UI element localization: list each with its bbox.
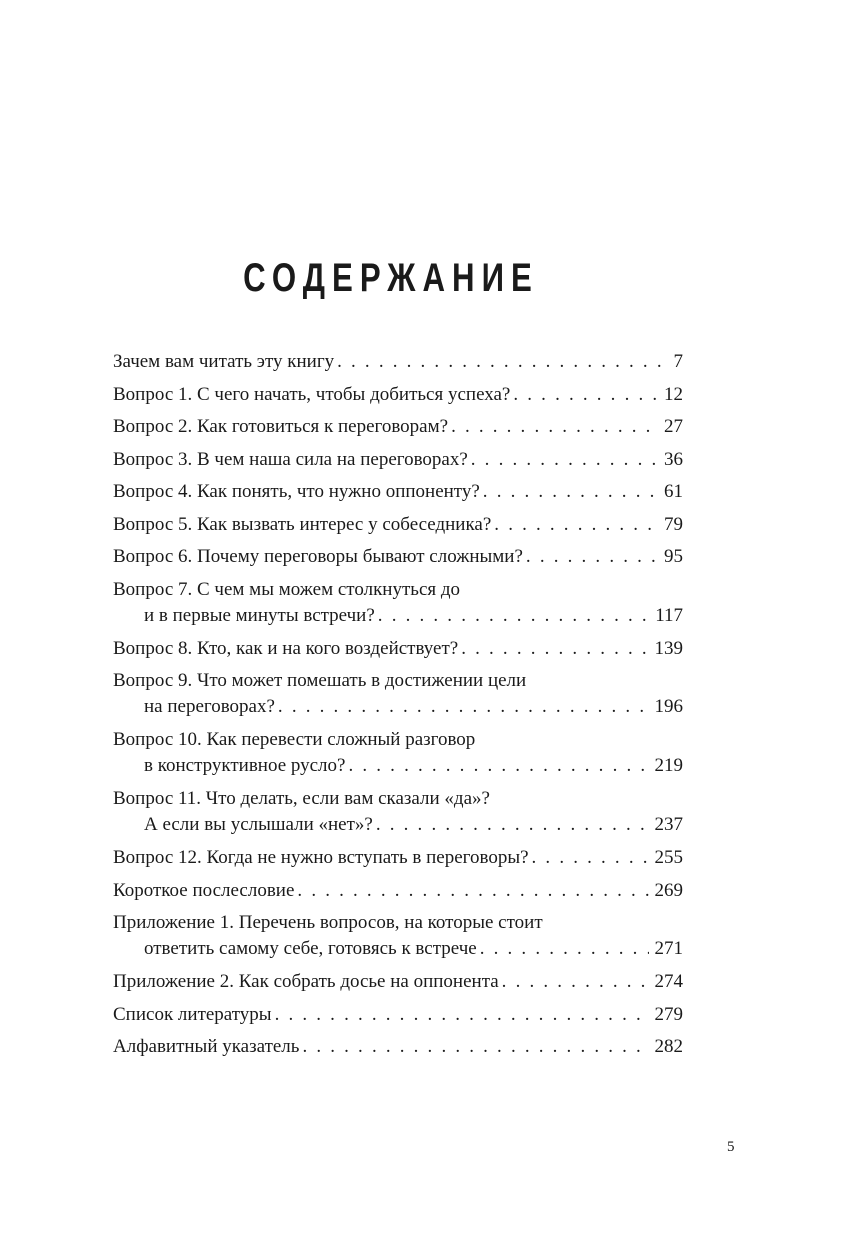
toc-entry-title: Вопрос 5. Как вызвать интерес у собеседника? <box>113 513 492 535</box>
toc-entry[interactable] <box>113 1002 683 1028</box>
toc-entry-title: ответить самому себе, готовясь к встрече <box>144 938 477 959</box>
toc-entry-page-number: 279 <box>654 1003 683 1025</box>
dot-leader <box>451 414 658 440</box>
dot-leader <box>302 1034 648 1060</box>
toc-entry[interactable] <box>113 1034 683 1060</box>
dot-leader <box>376 812 649 838</box>
dot-leader <box>378 603 649 629</box>
dot-leader <box>502 969 649 995</box>
toc-entry-page-number: 12 <box>664 383 683 405</box>
toc-entry-title: Короткое послесловие <box>113 879 295 901</box>
toc-entry-page-number: 255 <box>654 847 683 868</box>
toc-entry-title: Вопрос 2. Как готовиться к переговорам? <box>113 416 449 437</box>
toc-entry-page-number: 139 <box>654 637 683 659</box>
toc-entry-page-number: 95 <box>664 546 683 567</box>
dot-leader <box>483 479 658 505</box>
toc-entry-title: Вопрос 4. Как понять, что нужно оппоненту? <box>113 481 480 502</box>
dot-leader <box>532 845 649 871</box>
page-number: 5 <box>727 1139 735 1155</box>
toc-entry[interactable] <box>113 479 683 505</box>
dot-leader <box>471 447 658 473</box>
toc-entry-title: Вопрос 6. Почему переговоры бывают сложными? <box>113 546 523 567</box>
toc-entry[interactable] <box>113 878 683 904</box>
toc-entry[interactable] <box>113 349 683 375</box>
toc-entry-page-number: 269 <box>654 879 683 901</box>
toc-entry-page-number: 219 <box>654 755 683 776</box>
toc-entry[interactable] <box>113 786 683 838</box>
toc-entry-title-line: Вопрос 11. Что делать, если вам сказали «да»? <box>113 788 490 809</box>
dot-leader <box>526 544 658 570</box>
toc-entry-title: Вопрос 3. В чем наша сила на переговорах? <box>113 448 468 470</box>
table-of-contents <box>113 349 683 1067</box>
toc-entry-title: и в первые минуты встречи? <box>144 604 375 626</box>
dot-leader <box>337 349 667 375</box>
toc-entry-title-line: Вопрос 7. С чем мы можем столкнуться до <box>113 578 461 600</box>
toc-entry[interactable] <box>113 727 683 779</box>
toc-entry-title-line: Вопрос 10. Как перевести сложный разговор <box>113 729 476 750</box>
toc-entry-title: Вопрос 12. Когда не нужно вступать в переговоры? <box>113 847 529 868</box>
dot-leader <box>278 694 649 720</box>
toc-entry-title: А если вы услышали «нет»? <box>144 814 373 835</box>
toc-entry-page-number: 117 <box>655 604 683 626</box>
toc-entry-page-number: 7 <box>673 351 683 372</box>
toc-entry-title: Список литературы <box>113 1003 272 1025</box>
toc-entry[interactable] <box>113 636 683 662</box>
toc-entry-page-number: 282 <box>654 1036 683 1057</box>
toc-entry-title-line: Вопрос 9. Что может помешать в достижении цели <box>113 670 527 691</box>
toc-entry-page-number: 36 <box>664 448 683 470</box>
toc-entry[interactable] <box>113 910 683 962</box>
toc-entry[interactable] <box>113 668 683 720</box>
toc-entry-title: на переговорах? <box>144 696 275 717</box>
toc-entry[interactable] <box>113 447 683 473</box>
toc-entry-page-number: 196 <box>654 696 683 717</box>
toc-entry-title: Приложение 2. Как собрать досье на оппонента <box>113 971 499 992</box>
toc-entry-title: Вопрос 8. Кто, как и на кого воздействует? <box>113 637 459 659</box>
toc-entry-page-number: 79 <box>664 513 683 535</box>
dot-leader <box>480 936 649 962</box>
toc-entry[interactable] <box>113 969 683 995</box>
dot-leader <box>513 382 658 408</box>
toc-entry-title: Зачем вам читать эту книгу <box>113 351 335 372</box>
toc-entry-title-line: Приложение 1. Перечень вопросов, на которые стоит <box>113 912 543 933</box>
toc-entry[interactable] <box>113 577 683 629</box>
toc-entry-page-number: 271 <box>654 938 683 959</box>
dot-leader <box>494 512 658 538</box>
toc-entry-page-number: 27 <box>664 416 683 437</box>
toc-entry-page-number: 237 <box>654 814 683 835</box>
toc-entry-title: Вопрос 1. С чего начать, чтобы добиться успеха? <box>113 383 511 405</box>
dot-leader <box>348 753 648 779</box>
dot-leader <box>297 878 648 904</box>
toc-entry-page-number: 274 <box>654 971 683 992</box>
dot-leader <box>461 636 648 662</box>
toc-entry[interactable] <box>113 512 683 538</box>
toc-entry[interactable] <box>113 414 683 440</box>
toc-entry[interactable] <box>113 845 683 871</box>
dot-leader <box>275 1002 649 1028</box>
toc-entry[interactable] <box>113 544 683 570</box>
toc-entry-title: Алфавитный указатель <box>113 1036 300 1057</box>
page-title: СОДЕРЖАНИЕ <box>243 255 539 300</box>
toc-entry[interactable] <box>113 382 683 408</box>
toc-entry-title: в конструктивное русло? <box>144 755 346 776</box>
toc-entry-page-number: 61 <box>664 481 683 502</box>
